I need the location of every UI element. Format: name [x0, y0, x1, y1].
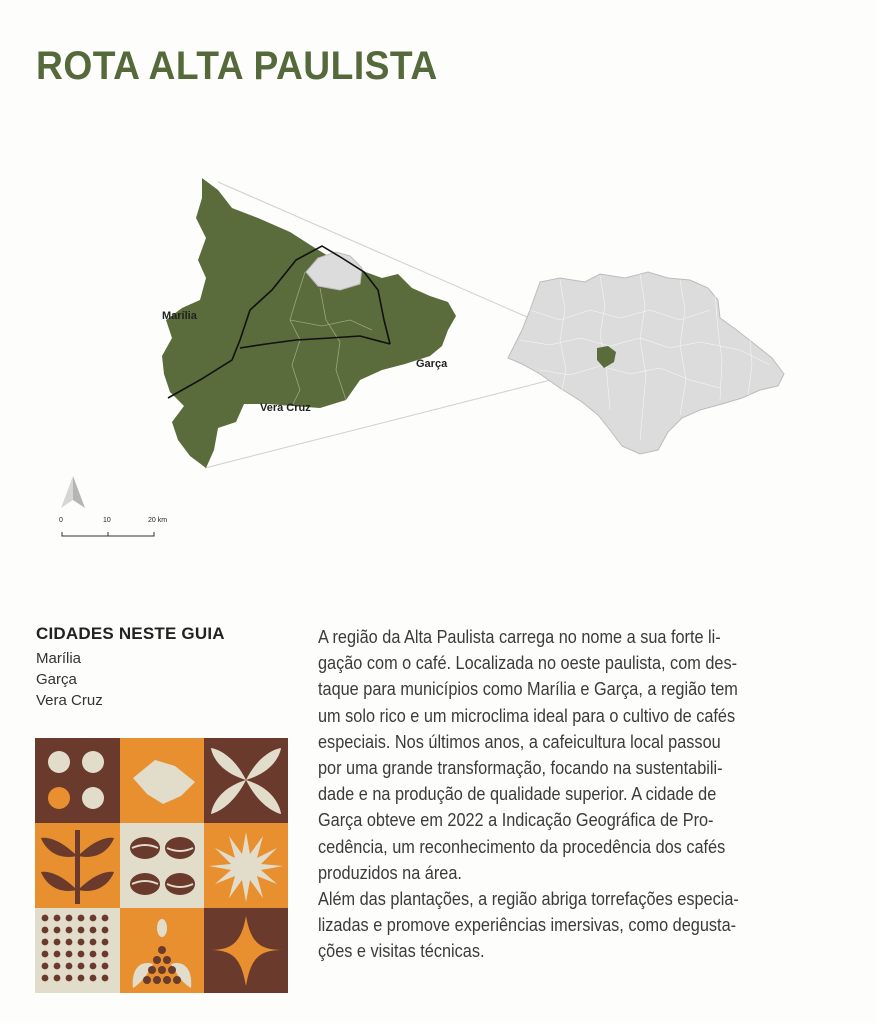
text-line: especiais. Nos últimos anos, a cafeicultura local passou: [318, 730, 721, 752]
city-item: Vera Cruz: [36, 692, 103, 709]
map-label-marilia: Marília: [162, 310, 197, 322]
text-line: ções e visitas técnicas.: [318, 940, 485, 962]
scale-label-0: 0: [59, 517, 63, 524]
map-label-garca: Garça: [416, 358, 448, 370]
decorative-coffee-pattern: [35, 738, 288, 993]
scale-label-20km: 20 km: [148, 517, 168, 524]
region-map: [0, 160, 876, 560]
text-line: Garça obteve em 2022 a Indicação Geográfica de Pro-: [318, 809, 714, 831]
text-line: por uma grande transformação, focando na sustentabili-: [318, 757, 723, 779]
scale-bar: [62, 532, 154, 536]
city-item: Garça: [36, 671, 77, 688]
map-label-vera-cruz: Vera Cruz: [260, 402, 311, 414]
state-shape: [508, 272, 784, 454]
cities-section: [36, 624, 296, 711]
cities-title: CIDADES NESTE GUIA: [36, 624, 225, 643]
text-line: um solo rico e um microclima ideal para o cultivo de cafés: [318, 704, 736, 726]
city-item: Marília: [36, 650, 82, 667]
paragraph-1: [318, 624, 830, 886]
north-arrow-icon: [61, 476, 85, 508]
paragraph-2: [318, 886, 830, 965]
text-line: dade e na produção de qualidade superior. A cidade de: [318, 783, 717, 805]
text-line: gação com o café. Localizada no oeste paulista, com des-: [318, 652, 738, 674]
text-line: A região da Alta Paulista carrega no nome a sua forte li-: [318, 626, 721, 647]
scale-label-10: 10: [103, 517, 111, 524]
text-line: cedência, um reconhecimento da procedência dos cafés: [318, 835, 726, 857]
text-line: taque para municípios como Marília e Garça, a região tem: [318, 678, 738, 700]
pattern-graphic: [35, 738, 288, 993]
text-line: lizadas e promove experiências imersivas, como degusta-: [318, 914, 737, 936]
text-line: Além das plantações, a região abriga torrefações especia-: [318, 888, 739, 910]
page-title: ROTA ALTA PAULISTA: [36, 44, 438, 88]
description-text: [318, 624, 830, 965]
text-line: produzidos na área.: [318, 861, 462, 883]
